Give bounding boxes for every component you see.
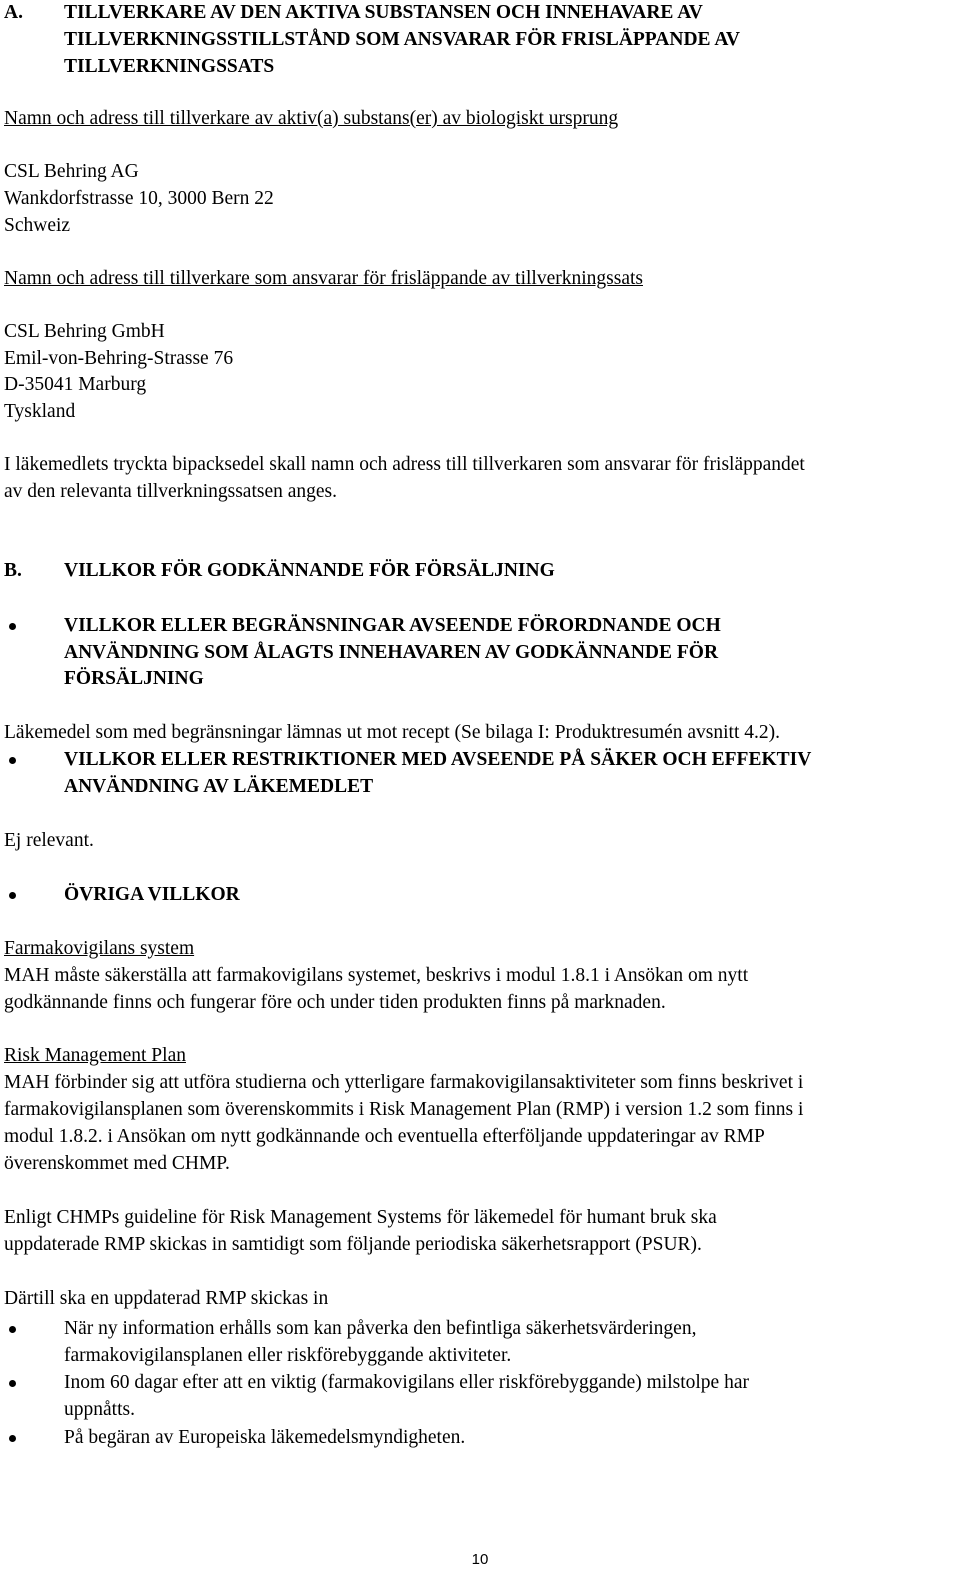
section-a-title-line-3: TILLVERKNINGSSATS bbox=[64, 56, 275, 77]
address-line: CSL Behring AG bbox=[4, 161, 139, 182]
rmp-line-1: MAH förbinder sig att utföra studierna och ytterligare farmakovigilansaktiviteter som finns beskrivet i bbox=[4, 1072, 804, 1093]
rmp-line-3: modul 1.8.2. i Ansökan om nytt godkännande och eventuella efterföljande uppdateringar av RMP bbox=[4, 1126, 765, 1147]
address-line: Emil-von-Behring-Strasse 76 bbox=[4, 348, 234, 369]
address-line: Schweiz bbox=[4, 215, 71, 236]
leaflet-note-line-2: av den relevanta tillverkningssatsen anges. bbox=[4, 481, 338, 502]
address-line: Tyskland bbox=[4, 401, 76, 422]
chmp-line-2: uppdaterade RMP skickas in samtidigt som följande periodiska säkerhetsrapport (PSUR). bbox=[4, 1234, 702, 1255]
rmp-line-2: farmakovigilansplanen som överenskommits i Risk Management Plan (RMP) i version 1.2 som finns i bbox=[4, 1099, 804, 1120]
bullet1-title-line-1: VILLKOR ELLER BEGRÄNSNINGAR AVSEENDE FÖRORDNANDE OCH bbox=[64, 615, 721, 636]
section-b-title: VILLKOR FÖR GODKÄNNANDE FÖR FÖRSÄLJNING bbox=[64, 560, 555, 581]
update-item-2-line-1: Inom 60 dagar efter att en viktig (farmakovigilans eller riskförebyggande) milstolpe har bbox=[64, 1372, 749, 1393]
update-item-2-line-2: uppnåtts. bbox=[64, 1399, 135, 1420]
bullet2-title-line-1: VILLKOR ELLER RESTRIKTIONER MED AVSEENDE PÅ SÄKER OCH EFFEKTIV bbox=[64, 749, 812, 770]
address-line: CSL Behring GmbH bbox=[4, 321, 165, 342]
chmp-line-1: Enligt CHMPs guideline för Risk Management Systems för läkemedel för humant bruk ska bbox=[4, 1207, 717, 1228]
bullet1-title-line-3: FÖRSÄLJNING bbox=[64, 668, 204, 689]
leaflet-note-line-1: I läkemedlets tryckta bipacksedel skall namn och adress till tillverkaren som ansvarar för frisläppandet bbox=[4, 454, 805, 475]
bullet-icon bbox=[9, 623, 16, 630]
bullet-icon bbox=[9, 892, 16, 899]
subheading-active-substance: Namn och adress till tillverkare av aktiv(a) substans(er) av biologiskt ursprung bbox=[4, 108, 619, 129]
pharmacovigilance-line-1: MAH måste säkerställa att farmakovigilans systemet, beskrivs i modul 1.8.1 i Ansökan om nytt bbox=[4, 965, 749, 986]
subheading-batch-release: Namn och adress till tillverkare som ansvarar för frisläppande av tillverkningssats bbox=[4, 268, 643, 289]
bullet1-title-line-2: ANVÄNDNING SOM ÅLAGTS INNEHAVAREN AV GODKÄNNANDE FÖR bbox=[64, 642, 719, 663]
update-item-3-line-1: På begäran av Europeiska läkemedelsmyndigheten. bbox=[64, 1427, 466, 1448]
prescription-text: Läkemedel som med begränsningar lämnas ut mot recept (Se bilaga I: Produktresumén avsnitt 4.2). bbox=[4, 722, 781, 743]
update-item-1-line-2: farmakovigilansplanen eller riskförebyggande aktiviteter. bbox=[64, 1345, 512, 1366]
section-a-title-line-1: TILLVERKARE AV DEN AKTIVA SUBSTANSEN OCH INNEHAVARE AV bbox=[64, 2, 703, 23]
bullet-icon bbox=[9, 1326, 16, 1333]
bullet-icon bbox=[9, 757, 16, 764]
rmp-line-4: överenskommet med CHMP. bbox=[4, 1153, 230, 1174]
bullet-icon bbox=[9, 1380, 16, 1387]
address-line: D-35041 Marburg bbox=[4, 374, 147, 395]
page-number: 10 bbox=[471, 1551, 489, 1568]
pharmacovigilance-heading: Farmakovigilans system bbox=[4, 938, 195, 959]
section-b-label: B. bbox=[4, 560, 22, 581]
update-intro: Därtill ska en uppdaterad RMP skickas in bbox=[4, 1288, 329, 1309]
bullet3-title: ÖVRIGA VILLKOR bbox=[64, 884, 240, 905]
section-a-title-line-2: TILLVERKNINGSSTILLSTÅND SOM ANSVARAR FÖR FRISLÄPPANDE AV bbox=[64, 29, 740, 50]
section-a-label: A. bbox=[4, 2, 23, 23]
bullet2-title-line-2: ANVÄNDNING AV LÄKEMEDLET bbox=[64, 776, 374, 797]
update-item-1-line-1: När ny information erhålls som kan påverka den befintliga säkerhetsvärderingen, bbox=[64, 1318, 697, 1339]
address-line: Wankdorfstrasse 10, 3000 Bern 22 bbox=[4, 188, 274, 209]
rmp-heading: Risk Management Plan bbox=[4, 1045, 186, 1066]
pharmacovigilance-line-2: godkännande finns och fungerar före och under tiden produkten finns på marknaden. bbox=[4, 992, 666, 1013]
bullet-icon bbox=[9, 1435, 16, 1442]
not-relevant-text: Ej relevant. bbox=[4, 830, 94, 851]
